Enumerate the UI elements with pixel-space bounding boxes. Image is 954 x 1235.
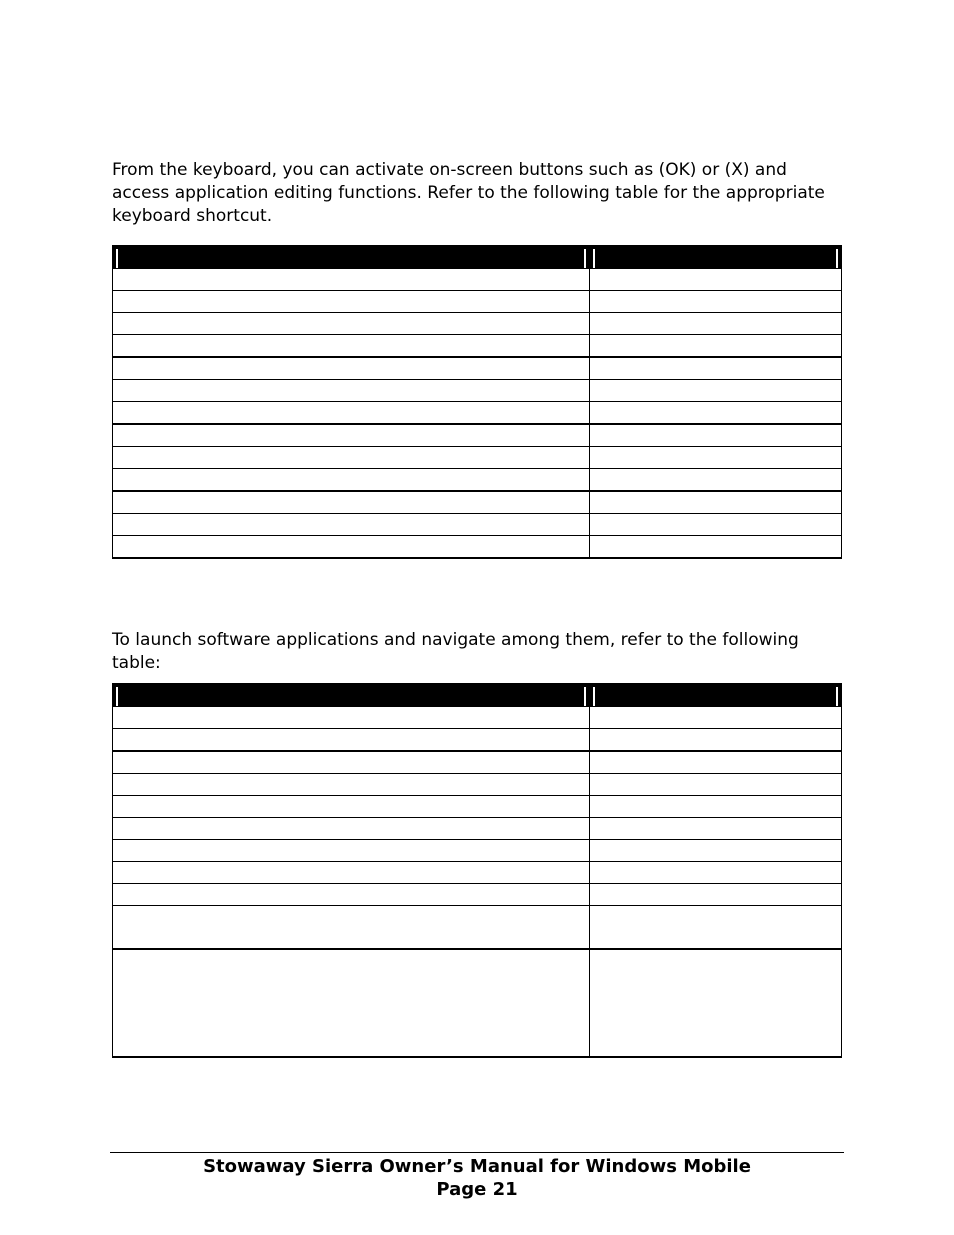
page-footer: [110, 1155, 844, 1201]
table-row: [113, 469, 842, 492]
table-row: [113, 514, 842, 536]
table-row: [113, 906, 842, 950]
table-row: [113, 774, 842, 796]
header-cell-function: [113, 246, 590, 269]
table-row: [113, 796, 842, 818]
table-row: [113, 357, 842, 380]
table-row: [113, 536, 842, 559]
footer-title: Stowaway Sierra Owner’s Manual for Windows Mobile: [203, 1156, 751, 1177]
table-row: [113, 291, 842, 313]
table-row: [113, 707, 842, 729]
table-row: [113, 949, 842, 1057]
table-header-row: [113, 684, 842, 707]
table-row: [113, 491, 842, 514]
footer-divider: [110, 1152, 844, 1153]
table-row: [113, 402, 842, 425]
page-number: Page 21: [436, 1179, 518, 1200]
table-header-row: [113, 246, 842, 269]
intro-paragraph: From the keyboard, you can activate on-screen buttons such as (OK) or (X) and access application editing functions. Refer to the following table for the appropriate keyboard shortcut.: [112, 160, 825, 226]
table-row: [113, 729, 842, 752]
table-row: [113, 840, 842, 862]
table-row: [113, 335, 842, 358]
table-row: [113, 380, 842, 402]
header-cell-action: [113, 684, 590, 707]
table-row: [113, 884, 842, 906]
table-row: [113, 818, 842, 840]
application-navigation-table: [112, 683, 842, 1058]
launch-paragraph: To launch software applications and navigate among them, refer to the following table:: [112, 630, 799, 673]
header-cell-shortcut: [590, 246, 842, 269]
table-row: [113, 751, 842, 774]
table-row: [113, 424, 842, 447]
header-cell-shortcut: [590, 684, 842, 707]
table-row: [113, 862, 842, 884]
table-row: [113, 447, 842, 469]
table-row: [113, 269, 842, 291]
table-row: [113, 313, 842, 335]
keyboard-shortcut-table: [112, 245, 842, 559]
